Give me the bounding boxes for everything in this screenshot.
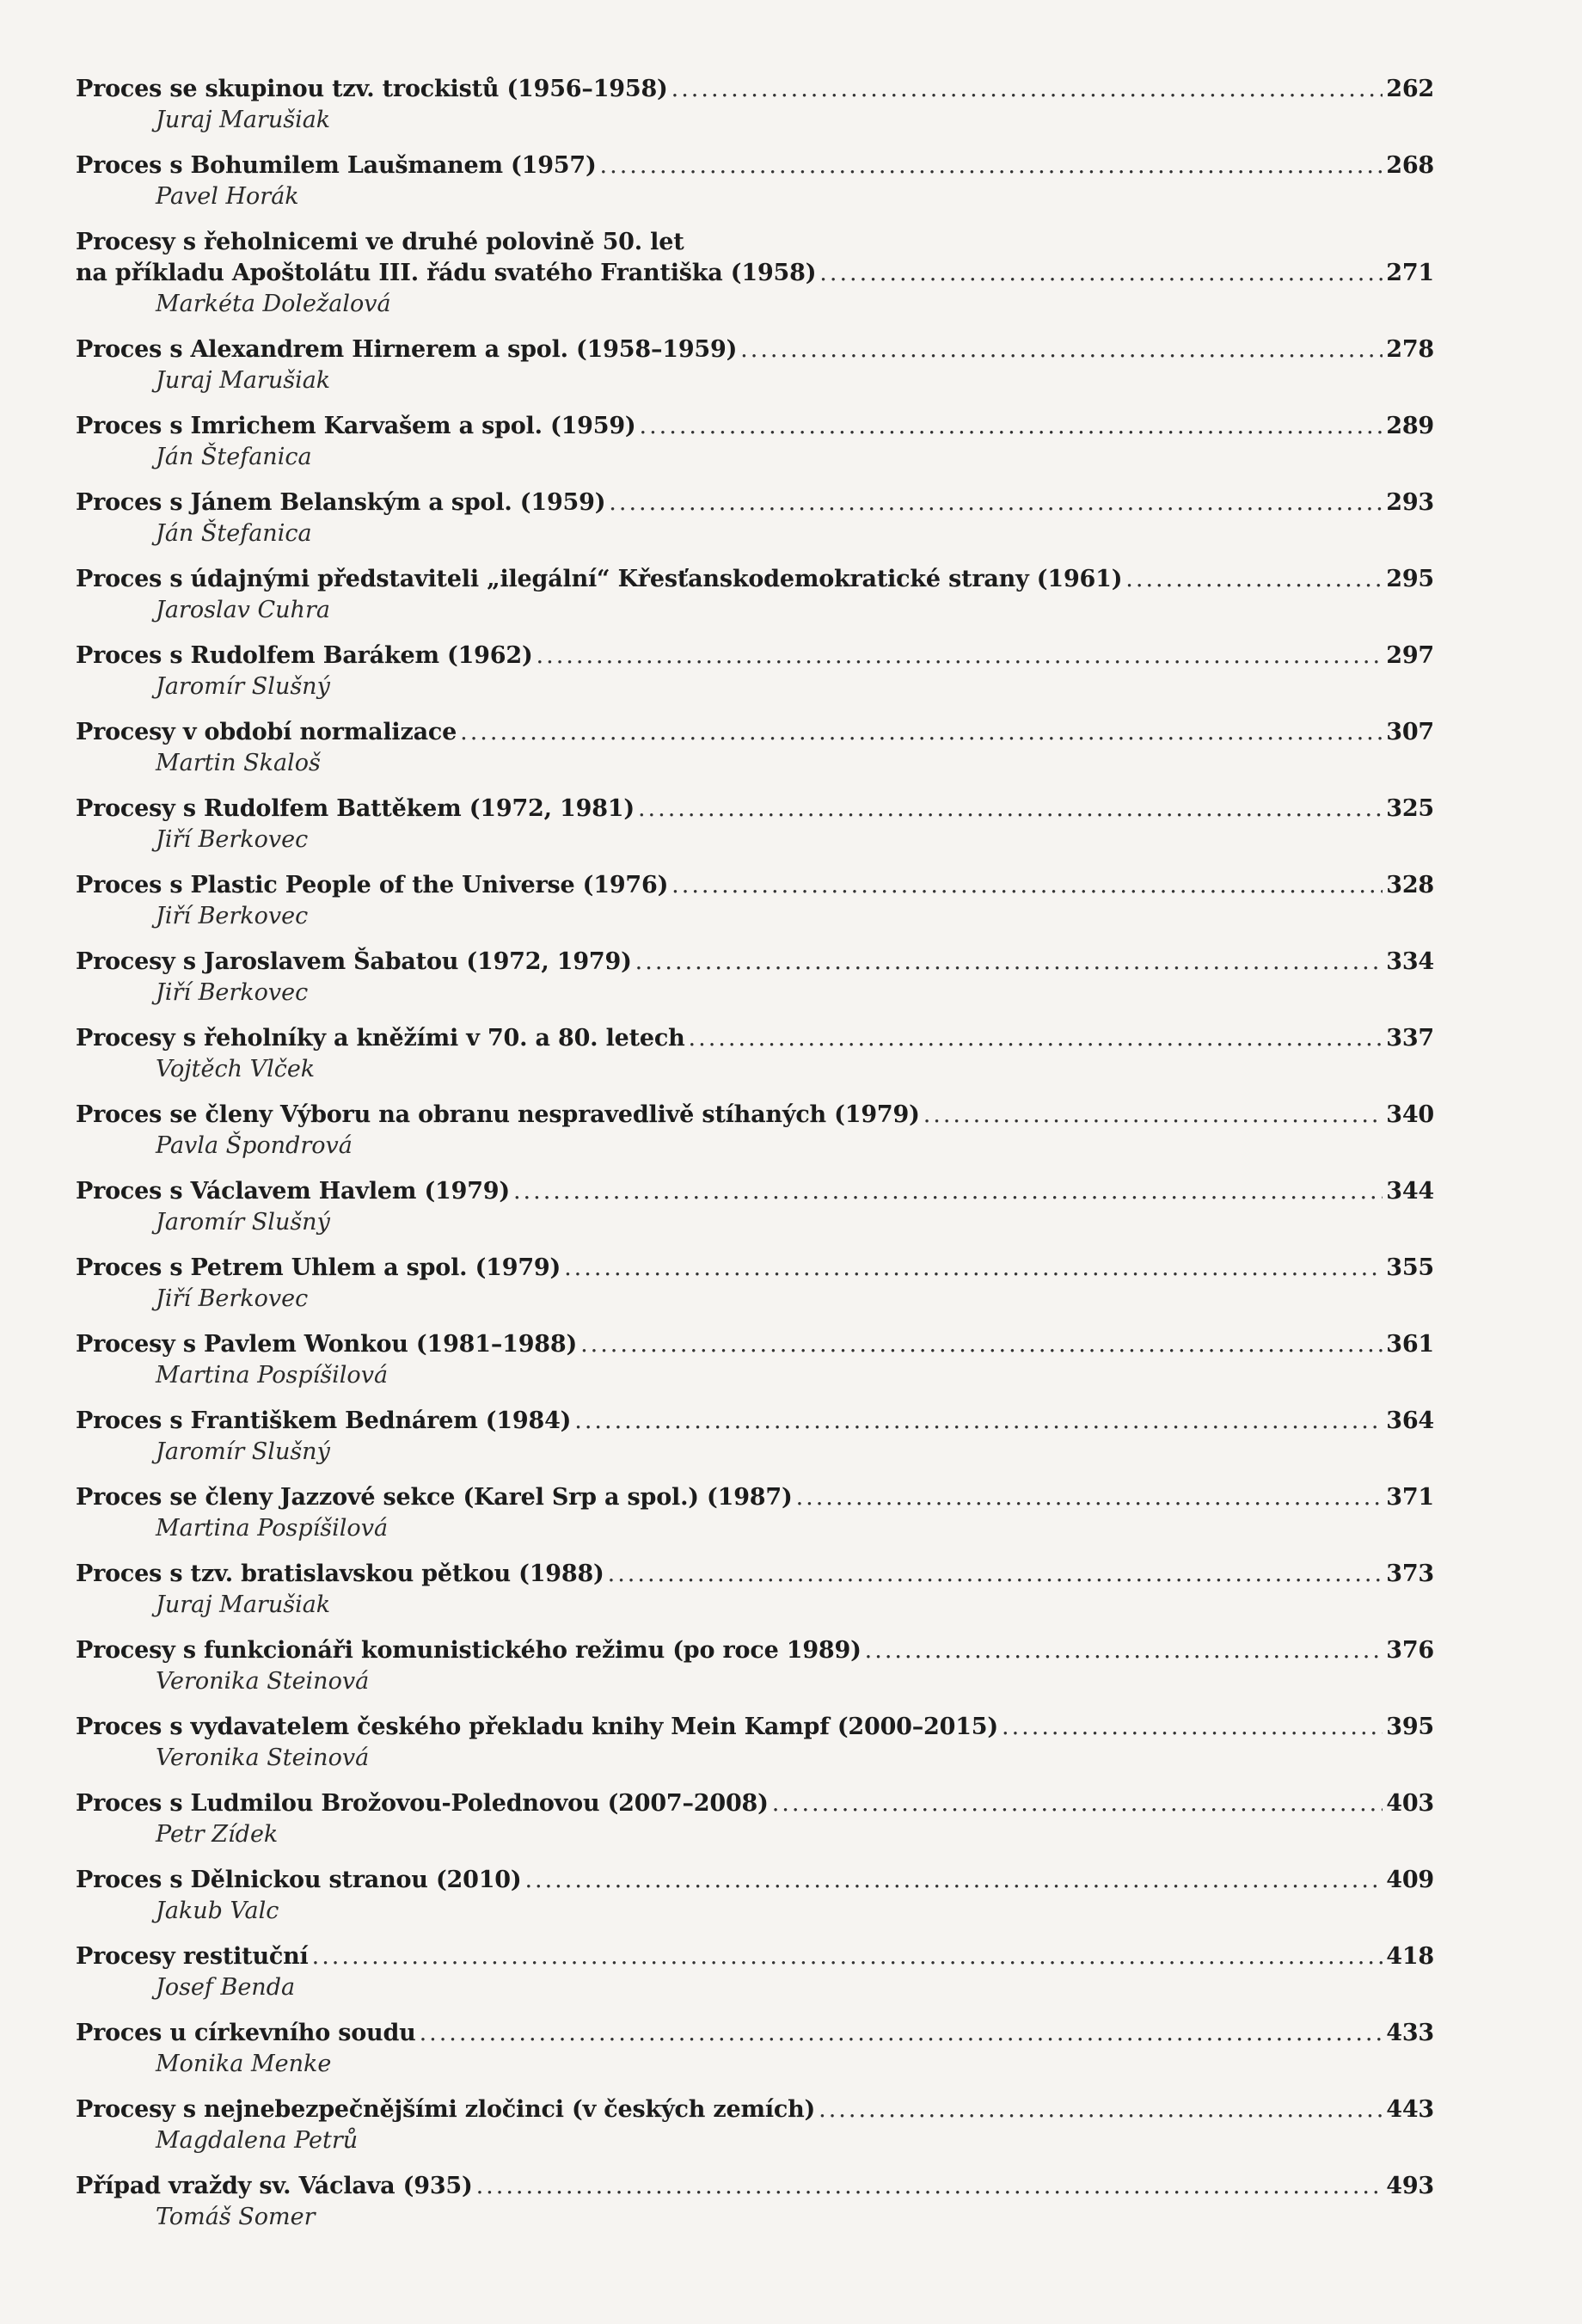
dot-leader	[796, 1482, 1383, 1513]
toc-entry	[76, 411, 1434, 487]
toc-entry-page: 371	[1386, 1484, 1434, 1511]
toc-entry-page: 297	[1386, 642, 1434, 669]
toc-entry-title: Proces se členy Výboru na obranu nespravedlivě stíhaných (1979)	[76, 1101, 920, 1128]
toc-entry-page: 337	[1386, 1025, 1434, 1052]
toc-entry-title-row	[76, 1941, 1434, 1972]
toc-entry-title-row	[76, 1023, 1434, 1054]
toc-entry-page: 307	[1386, 719, 1434, 745]
toc-entry-page: 373	[1386, 1561, 1434, 1587]
toc-entry	[76, 870, 1434, 947]
toc-entry-author: Ján Štefanica	[156, 444, 312, 470]
toc-entry-title: Případ vraždy sv. Václava (935)	[76, 2173, 473, 2199]
toc-entry-page: 328	[1386, 872, 1434, 898]
dot-leader	[600, 150, 1383, 181]
toc-entry	[76, 487, 1434, 564]
toc-entry-author: Jaroslav Cuhra	[156, 597, 330, 623]
toc-entry	[76, 1941, 1434, 2018]
toc-entry-author: Jiří Berkovec	[156, 826, 309, 853]
toc-entry-title-row	[76, 564, 1434, 595]
toc-entry-author: Juraj Marušiak	[156, 107, 331, 133]
toc-entry-author: Vojtěch Vlček	[156, 1056, 316, 1082]
toc-entry-title-row	[76, 1635, 1434, 1666]
toc-entry	[76, 1406, 1434, 1482]
dot-leader	[772, 1788, 1383, 1819]
table-of-contents	[76, 74, 1434, 2247]
toc-entry-author: Petr Zídek	[156, 1821, 279, 1848]
toc-entry-page: 295	[1386, 566, 1434, 592]
toc-entry	[76, 227, 1434, 334]
toc-entry-author: Jakub Valc	[156, 1898, 279, 1924]
dot-leader	[819, 258, 1383, 289]
toc-entry	[76, 1329, 1434, 1406]
dot-leader	[865, 1635, 1383, 1666]
toc-entry-title: Proces s Ludmilou Brožovou-Polednovou (2007–2008)	[76, 1790, 769, 1817]
toc-entry-page: 376	[1386, 1637, 1434, 1664]
toc-entry-title: Proces s Václavem Havlem (1979)	[76, 1178, 510, 1205]
toc-entry-title-row	[76, 411, 1434, 442]
dot-leader	[580, 1329, 1383, 1360]
toc-entry	[76, 2171, 1434, 2247]
toc-entry-title: Procesy s Pavlem Wonkou (1981–1988)	[76, 1331, 578, 1358]
toc-entry-page: 293	[1386, 489, 1434, 516]
toc-entry-title-row	[76, 1329, 1434, 1360]
toc-entry-title-row	[76, 947, 1434, 978]
toc-entry-title: Procesy s řeholníky a kněžími v 70. a 80. letech	[76, 1025, 685, 1052]
toc-entry-title-row	[76, 794, 1434, 825]
toc-entry-title: Proces u církevního soudu	[76, 2020, 416, 2046]
toc-entry-author: Jiří Berkovec	[156, 1285, 309, 1312]
toc-entry	[76, 641, 1434, 717]
toc-entry-page: 325	[1386, 795, 1434, 822]
dot-leader	[671, 74, 1383, 105]
toc-entry	[76, 717, 1434, 794]
toc-entry	[76, 2094, 1434, 2171]
toc-entry	[76, 2018, 1434, 2094]
toc-entry-author: Magdalena Petrů	[156, 2127, 359, 2154]
toc-entry-title-row	[76, 1788, 1434, 1819]
toc-entry-title-row	[76, 2171, 1434, 2202]
toc-entry-author: Pavel Horák	[156, 183, 299, 210]
toc-entry-page: 344	[1386, 1178, 1434, 1205]
toc-entry-title-row	[76, 1406, 1434, 1437]
toc-entry-title-row	[76, 150, 1434, 181]
toc-entry-page: 334	[1386, 948, 1434, 975]
dot-leader	[524, 1865, 1383, 1896]
toc-entry-title: Proces se členy Jazzové sekce (Karel Srp a spol.) (1987)	[76, 1484, 793, 1511]
toc-entry-author: Ján Štefanica	[156, 520, 312, 547]
dot-leader	[460, 717, 1383, 748]
toc-entry	[76, 1865, 1434, 1941]
toc-entry-title: Procesy s Jaroslavem Šabatou (1972, 1979)	[76, 948, 632, 975]
toc-entry-page: 395	[1386, 1714, 1434, 1740]
toc-entry-author: Josef Benda	[156, 1974, 296, 2001]
toc-entry-title: Procesy s Rudolfem Battěkem (1972, 1981)	[76, 795, 635, 822]
toc-entry-page: 361	[1386, 1331, 1434, 1358]
toc-entry-title: Proces s vydavatelem českého překladu knihy Mein Kampf (2000–2015)	[76, 1714, 998, 1740]
toc-entry-author: Jaromír Slušný	[156, 1438, 330, 1465]
toc-entry-title-row	[76, 74, 1434, 105]
toc-entry	[76, 1635, 1434, 1712]
toc-entry-title-first-line: Procesy s řeholnicemi ve druhé polovině 50. let	[76, 229, 684, 255]
dot-leader	[1125, 564, 1383, 595]
toc-entry-title-row	[76, 717, 1434, 748]
toc-entry-title: Proces s Alexandrem Hirnerem a spol. (1958–1959)	[76, 336, 738, 363]
toc-entry-author: Monika Menke	[156, 2051, 332, 2077]
toc-entry-author: Jiří Berkovec	[156, 979, 309, 1006]
toc-entry	[76, 794, 1434, 870]
toc-entry-title: Proces s Jánem Belanským a spol. (1959)	[76, 489, 606, 516]
dot-leader	[740, 334, 1383, 365]
toc-entry-title-row	[76, 2018, 1434, 2049]
toc-entry	[76, 334, 1434, 411]
dot-leader	[537, 641, 1383, 671]
toc-entry-author: Juraj Marušiak	[156, 367, 331, 394]
toc-entry-author: Jaromír Slušný	[156, 673, 330, 700]
toc-entry-author: Jaromír Slušný	[156, 1209, 330, 1236]
toc-entry-title: Proces se skupinou tzv. trockistů (1956–1958)	[76, 76, 668, 102]
toc-entry-page: 433	[1386, 2020, 1434, 2046]
toc-entry-page: 364	[1386, 1407, 1434, 1434]
toc-entry-title-row	[76, 1712, 1434, 1743]
dot-leader	[420, 2018, 1383, 2049]
toc-entry-title-row	[76, 870, 1434, 901]
toc-entry	[76, 1253, 1434, 1329]
toc-entry-title-row	[76, 487, 1434, 518]
dot-leader	[608, 1559, 1383, 1590]
toc-entry-title-row	[76, 1865, 1434, 1896]
dot-leader	[638, 794, 1383, 825]
toc-entry-title-row	[76, 1253, 1434, 1284]
toc-entry	[76, 564, 1434, 641]
toc-entry-title-row	[76, 1482, 1434, 1513]
toc-entry-author: Martina Pospíšilová	[156, 1362, 389, 1389]
toc-entry-page: 409	[1386, 1867, 1434, 1893]
toc-entry-page: 289	[1386, 413, 1434, 439]
toc-entry	[76, 1559, 1434, 1635]
toc-entry-title: Proces s Františkem Bednárem (1984)	[76, 1407, 572, 1434]
toc-entry-title-row	[76, 258, 1434, 289]
toc-entry-title: Proces s Rudolfem Barákem (1962)	[76, 642, 533, 669]
toc-entry	[76, 1482, 1434, 1559]
dot-leader	[819, 2094, 1383, 2125]
toc-entry	[76, 74, 1434, 150]
toc-entry	[76, 1712, 1434, 1788]
dot-leader	[671, 870, 1383, 901]
toc-entry-title-row	[76, 641, 1434, 671]
dot-leader	[574, 1406, 1383, 1437]
toc-entry-page: 355	[1386, 1254, 1434, 1281]
toc-entry-page: 262	[1386, 76, 1434, 102]
toc-entry	[76, 1100, 1434, 1176]
toc-entry-page: 403	[1386, 1790, 1434, 1817]
toc-entry-author: Martin Skaloš	[156, 750, 321, 776]
toc-entry-title: Proces s Plastic People of the Universe (1976)	[76, 872, 669, 898]
dot-leader	[312, 1941, 1383, 1972]
dot-leader	[564, 1253, 1383, 1284]
toc-entry-title: Procesy s funkcionáři komunistického režimu (po roce 1989)	[76, 1637, 862, 1664]
dot-leader	[609, 487, 1383, 518]
toc-entry-author: Tomáš Somer	[156, 2204, 316, 2230]
toc-entry-title: Procesy s nejnebezpečnějšími zločinci (v českých zemích)	[76, 2096, 816, 2123]
toc-entry-author: Jiří Berkovec	[156, 903, 309, 929]
toc-entry-title: Procesy v období normalizace	[76, 719, 457, 745]
toc-entry-title: Proces s Imrichem Karvašem a spol. (1959)	[76, 413, 636, 439]
toc-entry-page: 268	[1386, 152, 1434, 179]
toc-entry	[76, 947, 1434, 1023]
dot-leader	[640, 411, 1383, 442]
dot-leader	[1002, 1712, 1383, 1743]
toc-entry-title: Proces s Bohumilem Laušmanem (1957)	[76, 152, 597, 179]
toc-entry-author: Martina Pospíšilová	[156, 1515, 389, 1542]
dot-leader	[513, 1176, 1383, 1207]
toc-entry-title: Procesy restituční	[76, 1943, 309, 1970]
toc-entry-title-row	[76, 2094, 1434, 2125]
toc-entry-title: Proces s Dělnickou stranou (2010)	[76, 1867, 522, 1893]
toc-entry-author: Veronika Steinová	[156, 1745, 370, 1771]
toc-entry-title: na příkladu Apoštolátu III. řádu svatého Františka (1958)	[76, 260, 817, 286]
toc-entry-page: 418	[1386, 1943, 1434, 1970]
toc-entry-author: Pavla Špondrová	[156, 1132, 353, 1159]
toc-entry-title: Proces s tzv. bratislavskou pětkou (1988)	[76, 1561, 604, 1587]
toc-entry	[76, 150, 1434, 227]
toc-entry-page: 278	[1386, 336, 1434, 363]
dot-leader	[689, 1023, 1383, 1054]
toc-entry	[76, 1176, 1434, 1253]
toc-entry-page: 443	[1386, 2096, 1434, 2123]
dot-leader	[635, 947, 1383, 978]
dot-leader	[476, 2171, 1383, 2202]
toc-entry	[76, 1023, 1434, 1100]
toc-entry-author: Juraj Marušiak	[156, 1591, 331, 1618]
toc-entry	[76, 1788, 1434, 1865]
toc-entry-title: Proces s Petrem Uhlem a spol. (1979)	[76, 1254, 561, 1281]
toc-entry-title-row	[76, 1100, 1434, 1131]
toc-entry-title-row	[76, 1559, 1434, 1590]
toc-entry-page: 271	[1386, 260, 1434, 286]
toc-entry-title: Proces s údajnými představiteli „ilegální“ Křesťanskodemokratické strany (1961)	[76, 566, 1123, 592]
toc-entry-title-row	[76, 1176, 1434, 1207]
dot-leader	[923, 1100, 1383, 1131]
toc-entry-author: Veronika Steinová	[156, 1668, 370, 1695]
toc-entry-page: 493	[1386, 2173, 1434, 2199]
toc-entry-page: 340	[1386, 1101, 1434, 1128]
toc-entry-author: Markéta Doležalová	[156, 291, 391, 317]
toc-entry-title-row	[76, 334, 1434, 365]
